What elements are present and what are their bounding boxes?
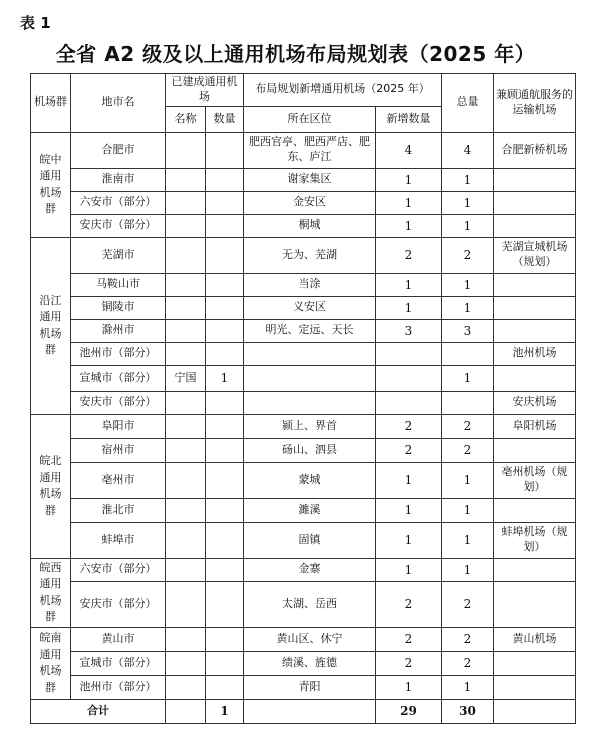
- new-count-cell: 2: [376, 237, 442, 273]
- table-row: [31, 675, 576, 699]
- city-cell: 淮北市: [71, 498, 166, 522]
- area-cell: 金寨: [244, 558, 376, 581]
- transport-cell: 黄山机场: [494, 627, 576, 651]
- built-count-cell: [206, 296, 244, 319]
- built-count-cell: [206, 132, 244, 168]
- new-count-cell: 2: [376, 438, 442, 462]
- transport-cell: [494, 498, 576, 522]
- total-cell: [442, 391, 494, 414]
- city-cell: 安庆市（部分）: [71, 391, 166, 414]
- table-row: [31, 237, 576, 273]
- city-cell: 蚌埠市: [71, 522, 166, 558]
- area-cell: 桐城: [244, 214, 376, 237]
- total-cell: 3: [442, 319, 494, 342]
- built-name-cell: [166, 651, 206, 675]
- city-cell: 宿州市: [71, 438, 166, 462]
- header-built: 已建成通用机场: [166, 74, 244, 107]
- group-name-cell: 皖中通用机场群: [31, 132, 71, 237]
- built-name-cell: 宁国: [166, 365, 206, 391]
- new-count-cell: [376, 342, 442, 365]
- built-name-cell: [166, 498, 206, 522]
- area-cell: 青阳: [244, 675, 376, 699]
- group-name-cell: 沿江通用机场群: [31, 237, 71, 414]
- city-cell: 滁州市: [71, 319, 166, 342]
- built-name-cell: [166, 319, 206, 342]
- table-row: [31, 168, 576, 191]
- table-row: [31, 273, 576, 296]
- totals-row: [31, 699, 576, 723]
- built-name-cell: [166, 522, 206, 558]
- total-cell: 1: [442, 296, 494, 319]
- total-cell: 1: [442, 462, 494, 498]
- header-built-count: 数量: [206, 106, 244, 132]
- transport-cell: 合肥新桥机场: [494, 132, 576, 168]
- total-cell: 4: [442, 132, 494, 168]
- totals-transport: [494, 699, 576, 723]
- transport-cell: [494, 558, 576, 581]
- built-name-cell: [166, 237, 206, 273]
- header-plan: 布局规划新增通用机场（2025 年）: [244, 74, 442, 107]
- totals-new-count: 29: [376, 699, 442, 723]
- city-cell: 阜阳市: [71, 414, 166, 438]
- new-count-cell: [376, 365, 442, 391]
- area-cell: 砀山、泗县: [244, 438, 376, 462]
- totals-built-count: 1: [206, 699, 244, 723]
- built-name-cell: [166, 627, 206, 651]
- total-cell: 2: [442, 438, 494, 462]
- total-cell: 2: [442, 627, 494, 651]
- city-cell: 合肥市: [71, 132, 166, 168]
- total-cell: 1: [442, 191, 494, 214]
- table-row: [31, 191, 576, 214]
- table-row: [31, 581, 576, 627]
- built-count-cell: [206, 627, 244, 651]
- transport-cell: [494, 296, 576, 319]
- table-row: [31, 558, 576, 581]
- transport-cell: [494, 191, 576, 214]
- built-name-cell: [166, 391, 206, 414]
- built-count-cell: [206, 675, 244, 699]
- city-cell: 亳州市: [71, 462, 166, 498]
- total-cell: 2: [442, 237, 494, 273]
- table-row: [31, 414, 576, 438]
- table-title: 全省 A2 级及以上通用机场布局规划表（2025 年）: [55, 42, 536, 66]
- built-name-cell: [166, 342, 206, 365]
- transport-cell: [494, 365, 576, 391]
- total-cell: 2: [442, 581, 494, 627]
- built-count-cell: [206, 581, 244, 627]
- area-cell: 金安区: [244, 191, 376, 214]
- table-row: [31, 342, 576, 365]
- built-count-cell: [206, 522, 244, 558]
- table-row: [31, 296, 576, 319]
- transport-cell: [494, 651, 576, 675]
- area-cell: 明光、定远、天长: [244, 319, 376, 342]
- built-name-cell: [166, 168, 206, 191]
- area-cell: 固镇: [244, 522, 376, 558]
- area-cell: 蒙城: [244, 462, 376, 498]
- built-name-cell: [166, 273, 206, 296]
- airport-layout-table: [30, 73, 576, 724]
- totals-label: 合计: [31, 699, 166, 723]
- new-count-cell: 1: [376, 462, 442, 498]
- area-cell: 濉溪: [244, 498, 376, 522]
- area-cell: [244, 342, 376, 365]
- area-cell: 太湖、岳西: [244, 581, 376, 627]
- group-name-cell: 皖西通用机场群: [31, 558, 71, 627]
- transport-cell: 蚌埠机场（规划）: [494, 522, 576, 558]
- header-transport: 兼顾通航服务的运输机场: [494, 74, 576, 133]
- table-body: [31, 132, 576, 723]
- built-count-cell: [206, 651, 244, 675]
- built-count-cell: [206, 237, 244, 273]
- built-count-cell: [206, 391, 244, 414]
- built-count-cell: [206, 462, 244, 498]
- new-count-cell: 1: [376, 214, 442, 237]
- header-plan-count: 新增数量: [376, 106, 442, 132]
- area-cell: [244, 365, 376, 391]
- built-name-cell: [166, 581, 206, 627]
- new-count-cell: 2: [376, 651, 442, 675]
- table-row: [31, 522, 576, 558]
- table-row: [31, 627, 576, 651]
- total-cell: 1: [442, 675, 494, 699]
- new-count-cell: 1: [376, 498, 442, 522]
- city-cell: 马鞍山市: [71, 273, 166, 296]
- table-row: [31, 132, 576, 168]
- built-name-cell: [166, 414, 206, 438]
- header-city: 地市名: [71, 74, 166, 133]
- new-count-cell: 1: [376, 296, 442, 319]
- totals-total: 30: [442, 699, 494, 723]
- built-name-cell: [166, 132, 206, 168]
- group-name-cell: 皖北通用机场群: [31, 414, 71, 558]
- table-row: [31, 319, 576, 342]
- total-cell: 1: [442, 558, 494, 581]
- transport-cell: 池州机场: [494, 342, 576, 365]
- total-cell: 1: [442, 214, 494, 237]
- area-cell: 无为、芜湖: [244, 237, 376, 273]
- new-count-cell: 2: [376, 414, 442, 438]
- city-cell: 宣城市（部分）: [71, 365, 166, 391]
- new-count-cell: 1: [376, 191, 442, 214]
- built-name-cell: [166, 558, 206, 581]
- built-name-cell: [166, 296, 206, 319]
- totals-area: [244, 699, 376, 723]
- table-row: [31, 462, 576, 498]
- built-count-cell: [206, 168, 244, 191]
- transport-cell: 安庆机场: [494, 391, 576, 414]
- total-cell: 1: [442, 168, 494, 191]
- total-cell: 2: [442, 414, 494, 438]
- built-count-cell: [206, 438, 244, 462]
- new-count-cell: 1: [376, 273, 442, 296]
- transport-cell: 芜湖宣城机场（规划）: [494, 237, 576, 273]
- table-row: [31, 438, 576, 462]
- city-cell: 池州市（部分）: [71, 342, 166, 365]
- transport-cell: [494, 581, 576, 627]
- built-count-cell: [206, 273, 244, 296]
- area-cell: 绩溪、旌德: [244, 651, 376, 675]
- built-count-cell: [206, 498, 244, 522]
- new-count-cell: [376, 391, 442, 414]
- area-cell: [244, 391, 376, 414]
- city-cell: 六安市（部分）: [71, 191, 166, 214]
- area-cell: 谢家集区: [244, 168, 376, 191]
- built-name-cell: [166, 675, 206, 699]
- transport-cell: 亳州机场（规划）: [494, 462, 576, 498]
- city-cell: 芜湖市: [71, 237, 166, 273]
- built-name-cell: [166, 191, 206, 214]
- new-count-cell: 1: [376, 675, 442, 699]
- city-cell: 安庆市（部分）: [71, 581, 166, 627]
- header-group: 机场群: [31, 74, 71, 133]
- total-cell: 2: [442, 651, 494, 675]
- built-count-cell: [206, 342, 244, 365]
- total-cell: 1: [442, 273, 494, 296]
- city-cell: 六安市（部分）: [71, 558, 166, 581]
- total-cell: [442, 342, 494, 365]
- built-count-cell: [206, 414, 244, 438]
- totals-built-name: [166, 699, 206, 723]
- area-cell: 黄山区、休宁: [244, 627, 376, 651]
- total-cell: 1: [442, 365, 494, 391]
- city-cell: 池州市（部分）: [71, 675, 166, 699]
- new-count-cell: 1: [376, 558, 442, 581]
- transport-cell: [494, 214, 576, 237]
- table-row: [31, 365, 576, 391]
- table-label: 表 1: [20, 14, 51, 32]
- city-cell: 铜陵市: [71, 296, 166, 319]
- city-cell: 淮南市: [71, 168, 166, 191]
- table-row: [31, 391, 576, 414]
- new-count-cell: 2: [376, 627, 442, 651]
- area-cell: 义安区: [244, 296, 376, 319]
- table-row: [31, 498, 576, 522]
- built-count-cell: [206, 558, 244, 581]
- transport-cell: [494, 319, 576, 342]
- area-cell: 颍上、界首: [244, 414, 376, 438]
- total-cell: 1: [442, 522, 494, 558]
- new-count-cell: 2: [376, 581, 442, 627]
- transport-cell: [494, 675, 576, 699]
- new-count-cell: 3: [376, 319, 442, 342]
- city-cell: 黄山市: [71, 627, 166, 651]
- city-cell: 安庆市（部分）: [71, 214, 166, 237]
- built-name-cell: [166, 214, 206, 237]
- transport-cell: [494, 168, 576, 191]
- header-plan-area: 所在区位: [244, 106, 376, 132]
- total-cell: 1: [442, 498, 494, 522]
- built-count-cell: [206, 191, 244, 214]
- transport-cell: [494, 438, 576, 462]
- transport-cell: 阜阳机场: [494, 414, 576, 438]
- area-cell: 当涂: [244, 273, 376, 296]
- built-name-cell: [166, 462, 206, 498]
- built-count-cell: [206, 319, 244, 342]
- group-name-cell: 皖南通用机场群: [31, 627, 71, 699]
- built-count-cell: [206, 214, 244, 237]
- table-row: [31, 214, 576, 237]
- header-total: 总量: [442, 74, 494, 133]
- new-count-cell: 1: [376, 522, 442, 558]
- transport-cell: [494, 273, 576, 296]
- table-header: [31, 74, 576, 133]
- area-cell: 肥西官亭、肥西严店、肥东、庐江: [244, 132, 376, 168]
- new-count-cell: 4: [376, 132, 442, 168]
- built-count-cell: 1: [206, 365, 244, 391]
- built-name-cell: [166, 438, 206, 462]
- city-cell: 宣城市（部分）: [71, 651, 166, 675]
- new-count-cell: 1: [376, 168, 442, 191]
- header-built-name: 名称: [166, 106, 206, 132]
- table-row: [31, 651, 576, 675]
